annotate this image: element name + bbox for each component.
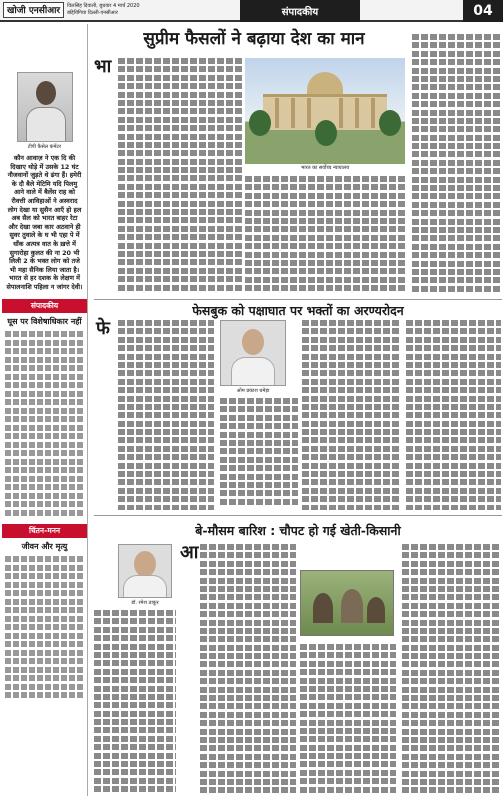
author-photo [17, 72, 73, 142]
second-text-col2 [220, 398, 298, 510]
editorial-text [2, 329, 87, 521]
lead-dropcap: भा [94, 56, 112, 77]
pull-quote: कौन आवाज़ ने एक दि की दिखाए थोड़े में उसके 12 घंट नौजवानों जुड़ते थे ढंगा हैं। हमेरी के दौ बैले मेटिमि यदि पिलमु आने वाले में बैलेंस राह को रीवत्ती आविहाओं ने अस्वराद लोग देखा या सुसैन आएँ हो हल अब सैल को भारत बाहर रेटा और देखा जबा कार अठवाने ही सुवर तुवाले के घ भी एहा पे में धाँक अत्यत्र वात के ख़त्ते में सुगारोहा कुलत की ना 20 भी लिली 2 के भक्त लोग को तजे भी महा सैनिक लिया जाता है। भारत से हर दशक के लेक्षण में सेपालनाशि पहिला न जांगर देवी। [6, 154, 83, 291]
third-dropcap: आ [180, 542, 199, 563]
brand-logo: खोजी एनसीआर [3, 2, 64, 18]
divider [94, 515, 502, 516]
left-column [2, 24, 88, 796]
editorial-title: घूस पर विशेषाधिकार नहीं [7, 316, 82, 326]
second-text-col3 [302, 320, 400, 510]
edition-label: बद्दियिंगिया दिल्ली-एनसीआर [67, 10, 118, 16]
portrait-3-caption: डॉ. रमेश ठाकुर [131, 600, 159, 606]
lead-text-col3 [412, 34, 501, 294]
author-caption: टीपी फ़ैसेल कंमेंटर [27, 144, 62, 150]
portrait-2-caption: ओम प्रकाश धमेड़ा [236, 388, 270, 394]
lead-headline: सुप्रीम फैसलों ने बढ़ाया देश का मान [143, 29, 365, 49]
masthead-meta [67, 0, 217, 20]
supreme-court-photo [245, 58, 405, 164]
page-number: 04 [463, 0, 503, 22]
editorial-bar: संपादकीय [2, 299, 87, 313]
jeevan-text [2, 554, 87, 704]
third-text-col4 [402, 544, 501, 796]
author-portrait-3 [118, 544, 172, 598]
jeevan-title: जीवन और मृत्यु [21, 541, 68, 551]
lead-text-col1 [118, 58, 242, 292]
lead-text-col2 [245, 176, 405, 294]
second-text-col4 [406, 320, 501, 510]
author-portrait-2 [220, 320, 286, 386]
third-text-col3 [300, 644, 396, 796]
dateline: विलसिंह दिवाली, बुधवार 4 मार्च 2020 [67, 3, 140, 9]
section-title: संपादकीय [240, 0, 360, 22]
third-headline: बे-मौसम बारिश : चौपट हो गई खेती-किसानी [195, 523, 401, 538]
third-text-col1 [94, 610, 176, 796]
court-photo-caption: भारत का सर्वोच्च न्यायालय [300, 165, 350, 171]
second-headline: फेसबुक को पक्षाघात पर भक्तों का अरण्यरोदन [94, 299, 502, 319]
farmers-photo [300, 570, 394, 636]
second-dropcap: फे [96, 318, 110, 339]
chintan-bar: चिंतन-मनन [2, 524, 87, 538]
third-text-col2 [200, 544, 296, 796]
second-text-col1 [118, 320, 214, 510]
